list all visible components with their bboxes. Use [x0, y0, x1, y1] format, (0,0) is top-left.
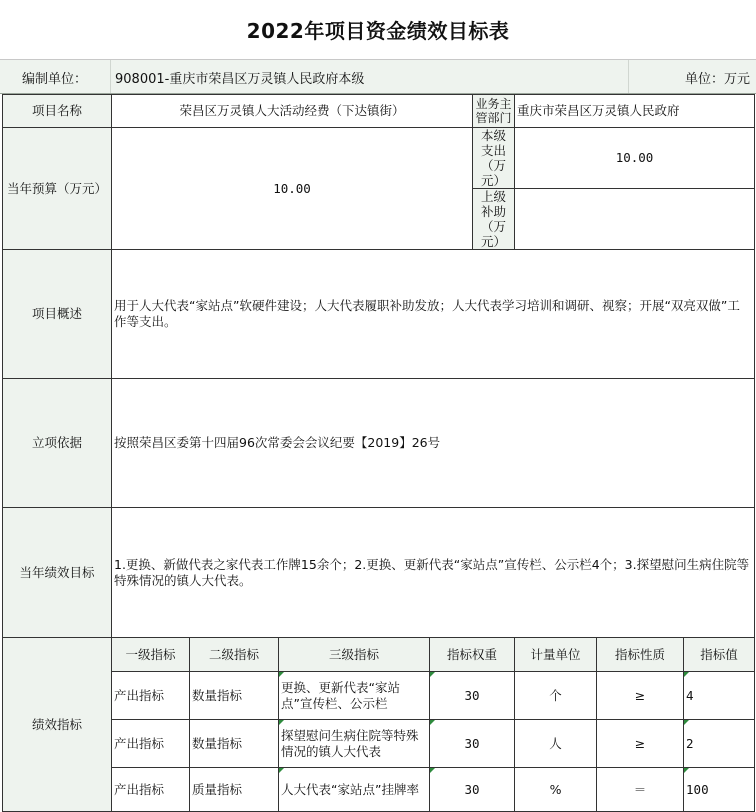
unit-row	[0, 59, 756, 94]
org-label: 编制单位：	[22, 72, 88, 87]
row3-value[interactable]: 100	[684, 768, 755, 812]
row2-level3[interactable]: 探望慰问生病住院等特殊情况的镇人大代表	[279, 720, 430, 768]
dept-value[interactable]: 重庆市荣昌区万灵镇人民政府	[515, 95, 755, 128]
header-level2: 二级指标	[190, 638, 279, 672]
basis-label: 立项依据	[3, 379, 112, 508]
budget-value[interactable]: 10.00	[112, 128, 473, 250]
row3-unit[interactable]: %	[515, 768, 597, 812]
table-row	[3, 672, 755, 720]
row2-level2[interactable]: 数量指标	[190, 720, 279, 768]
row2-nature[interactable]: ≥	[597, 720, 684, 768]
dept-label: 业务主管部门	[473, 95, 515, 128]
basis-text[interactable]: 按照荣昌区委第十四届96次常委会会议纪要【2019】26号	[112, 379, 755, 508]
row1-level1[interactable]: 产出指标	[112, 672, 190, 720]
overview-label: 项目概述	[3, 250, 112, 379]
row2-unit[interactable]: 人	[515, 720, 597, 768]
currency-unit: 单位：万元	[684, 72, 750, 87]
row1-weight[interactable]: 30	[430, 672, 515, 720]
row1-nature[interactable]: ≥	[597, 672, 684, 720]
upper-subsidy-label: 上级补助（万元）	[473, 189, 515, 250]
table-row	[3, 720, 755, 768]
row1-value[interactable]: 4	[684, 672, 755, 720]
local-expense-value[interactable]: 10.00	[515, 128, 755, 189]
goal-text[interactable]: 1.更换、新做代表之家代表工作牌15余个；2.更换、更新代表“家站点”宣传栏、公示栏4个；3.探望慰问生病住院等特殊情况的镇人大代表。	[112, 508, 755, 638]
row3-level1[interactable]: 产出指标	[112, 768, 190, 812]
header-level1: 一级指标	[112, 638, 190, 672]
table-row	[3, 768, 755, 812]
header-unit: 计量单位	[515, 638, 597, 672]
row1-unit[interactable]: 个	[515, 672, 597, 720]
goal-label: 当年绩效目标	[3, 508, 112, 638]
header-weight: 指标权重	[430, 638, 515, 672]
header-level3: 三级指标	[279, 638, 430, 672]
overview-text[interactable]: 用于人大代表“家站点”软硬件建设；人大代表履职补助发放；人大代表学习培训和调研、视察；开展“双亮双做”工作等支出。	[112, 250, 755, 379]
header-value: 指标值	[684, 638, 755, 672]
row3-weight[interactable]: 30	[430, 768, 515, 812]
row3-level2[interactable]: 质量指标	[190, 768, 279, 812]
indicators-label: 绩效指标	[3, 638, 112, 812]
row3-level3[interactable]: 人大代表“家站点”挂牌率	[279, 768, 430, 812]
performance-table	[2, 94, 755, 812]
budget-label: 当年预算（万元）	[3, 128, 112, 250]
row2-level1[interactable]: 产出指标	[112, 720, 190, 768]
row2-value[interactable]: 2	[684, 720, 755, 768]
local-expense-label: 本级支出（万元）	[473, 128, 515, 189]
row3-nature[interactable]: ＝	[597, 768, 684, 812]
org-value[interactable]: 908001-重庆市荣昌区万灵镇人民政府本级	[115, 72, 365, 87]
row1-level3[interactable]: 更换、更新代表“家站点”宣传栏、公示栏	[279, 672, 430, 720]
header-nature: 指标性质	[597, 638, 684, 672]
upper-subsidy-value[interactable]	[515, 189, 755, 250]
row2-weight[interactable]: 30	[430, 720, 515, 768]
project-name-label: 项目名称	[3, 95, 112, 128]
row1-level2[interactable]: 数量指标	[190, 672, 279, 720]
project-name-value[interactable]: 荣昌区万灵镇人大活动经费（下达镇街）	[112, 95, 473, 128]
sheet-title: 2022年项目资金绩效目标表	[0, 0, 756, 58]
